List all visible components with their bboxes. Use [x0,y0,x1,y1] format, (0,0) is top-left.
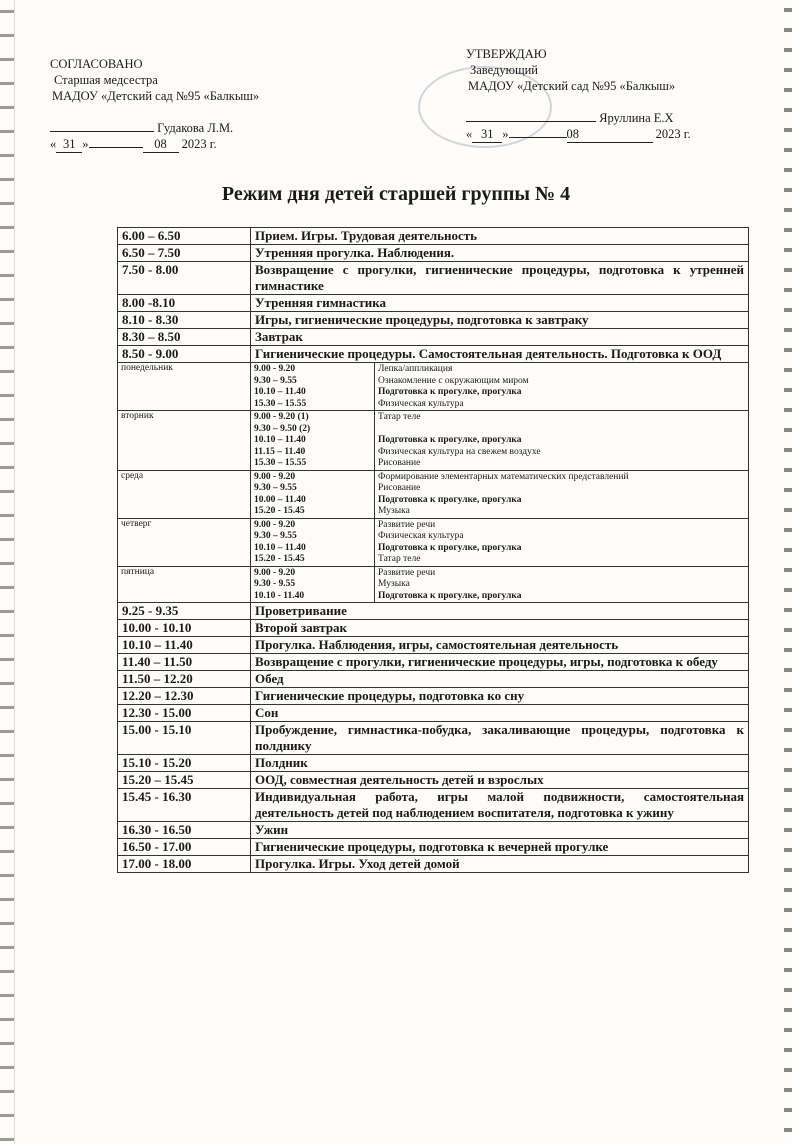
approval-left-name: Гудакова Л.М. [157,121,234,135]
schedule-activity: Возвращение с прогулки, гигиенические процедуры, игры, подготовка к обеду [251,654,749,671]
schedule-row [118,705,749,722]
approval-left-label: СОГЛАСОВАНО [50,57,143,71]
approval-right-position: Заведующий [470,63,538,77]
schedule-activity: Гигиенические процедуры, подготовка ко сну [251,688,749,705]
weekday-activity: Ознакомление с окружающим миром [378,375,529,386]
weekday-name: вторник [118,411,251,471]
schedule-time: 10.10 – 11.40 [118,637,251,654]
signature-line [466,121,596,122]
schedule-activity: Сон [251,705,749,722]
weekday-times [251,518,375,566]
schedule-row [118,295,749,312]
schedule-row [118,772,749,789]
schedule-row [118,671,749,688]
schedule-activity: Завтрак [251,329,749,346]
weekday-time: 15.30 – 15.55 [254,398,307,409]
schedule-time: 16.30 - 16.50 [118,822,251,839]
schedule-time: 8.50 - 9.00 [118,346,251,363]
schedule-activity: Индивидуальная работа, игры малой подвижности, самостоятельная деятельность детей под наблюдением воспитателя, подготовка к ужину [251,789,749,822]
schedule-activity: Игры, гигиенические процедуры, подготовка к завтраку [251,312,749,329]
weekday-times [251,363,375,411]
schedule-row [118,346,749,363]
schedule-time: 8.00 -8.10 [118,295,251,312]
daily-schedule-table [117,227,749,873]
schedule-time: 11.40 – 11.50 [118,654,251,671]
schedule-activity: Второй завтрак [251,620,749,637]
schedule-activity: Утренняя прогулка. Наблюдения. [251,245,749,262]
weekday-time: 11.15 – 11.40 [254,446,306,457]
schedule-row [118,755,749,772]
weekday-activities [375,470,749,518]
approval-left-org: МАДОУ «Детский сад №95 «Балкыш» [52,89,260,103]
schedule-activity: Возвращение с прогулки, гигиенические процедуры, подготовка к утренней гимнастике [251,262,749,295]
weekday-row [118,518,749,566]
weekday-activities [375,363,749,411]
signature-line [50,131,154,132]
weekday-activity: Подготовка к прогулке, прогулка [378,387,522,397]
weekday-activity: Подготовка к прогулке, прогулка [378,494,522,505]
approval-left-month: 08 [143,136,179,153]
weekday-name: пятница [118,566,251,603]
schedule-activity: Утренняя гимнастика [251,295,749,312]
weekday-activity: Музыка [378,579,410,589]
approval-right-org: МАДОУ «Детский сад №95 «Балкыш» [468,79,676,93]
schedule-row [118,688,749,705]
approval-left: СОГЛАСОВАНО Старшая медсестра МАДОУ «Детский сад №95 «Балкыш» Гудакова Л.М. « 31 » 08 2023 г. [50,57,260,151]
schedule-activity: ООД, совместная деятельность детей и взрослых [251,772,749,789]
weekday-time: 9.30 – 9.55 [254,375,297,386]
schedule-time: 10.00 - 10.10 [118,620,251,637]
weekday-time: 9.30 – 9.50 (2) [254,423,311,434]
schedule-activity: Гигиенические процедуры, подготовка к вечерней прогулке [251,839,749,856]
weekday-time: 9.00 - 9.20 (1) [254,412,309,422]
weekday-time: 10.10 – 11.40 [254,435,306,445]
weekday-time: 9.00 - 9.20 [254,471,296,482]
weekday-activity: Физическая культура [378,531,464,541]
schedule-row [118,839,749,856]
weekday-time: 15.30 – 15.55 [254,458,307,468]
schedule-time: 11.50 – 12.20 [118,671,251,688]
schedule-row [118,312,749,329]
schedule-row [118,620,749,637]
schedule-row [118,228,749,245]
weekday-time: 15.20 - 15.45 [254,506,305,516]
weekday-activity: Физическая культура на свежем воздухе [378,446,541,457]
weekday-name: понедельник [118,363,251,411]
weekday-activity: Рисование [378,458,421,468]
approval-left-year: 2023 г. [181,137,217,151]
schedule-row [118,789,749,822]
schedule-time: 12.20 – 12.30 [118,688,251,705]
schedule-activity: Гигиенические процедуры. Самостоятельная деятельность. Подготовка к ООД [251,346,749,363]
weekday-time: 9.00 - 9.20 [254,519,296,530]
weekday-activity: Подготовка к прогулке, прогулка [378,542,522,553]
weekday-name: среда [118,470,251,518]
schedule-time: 9.25 - 9.35 [118,603,251,620]
schedule-activity: Полдник [251,755,749,772]
schedule-row [118,722,749,755]
schedule-row [118,262,749,295]
schedule-row [118,637,749,654]
weekday-times [251,411,375,471]
weekday-activity: Развитие речи [378,567,436,578]
weekday-time: 9.30 - 9.55 [254,579,296,589]
schedule-time: 15.45 - 16.30 [118,789,251,822]
schedule-activity: Прием. Игры. Трудовая деятельность [251,228,749,245]
weekday-activity: Подготовка к прогулке, прогулка [378,435,522,445]
weekday-activity: Татар теле [378,412,421,422]
schedule-time: 15.20 – 15.45 [118,772,251,789]
schedule-activity: Прогулка. Игры. Уход детей домой [251,856,749,873]
schedule-time: 8.10 - 8.30 [118,312,251,329]
approval-right-year: 2023 г. [655,127,691,141]
weekday-time: 9.00 - 9.20 [254,567,296,578]
weekday-activity: Лепка/аппликация [378,364,453,374]
schedule-time: 15.00 - 15.10 [118,722,251,755]
schedule-time: 16.50 - 17.00 [118,839,251,856]
weekday-time: 10.10 - 11.40 [254,590,305,601]
schedule-activity: Пробуждение, гимнастика-побудка, закаливающие процедуры, подготовка к полднику [251,722,749,755]
weekday-activity [378,424,745,436]
schedule-time: 15.10 - 15.20 [118,755,251,772]
binder-holes-right [784,0,792,1144]
schedule-row [118,603,749,620]
approval-left-day: 31 [56,136,82,153]
approval-left-position: Старшая медсестра [54,73,158,87]
schedule-time: 8.30 – 8.50 [118,329,251,346]
schedule-row [118,245,749,262]
schedule-time: 6.00 – 6.50 [118,228,251,245]
weekday-time: 9.30 – 9.55 [254,531,297,541]
schedule-time: 12.30 - 15.00 [118,705,251,722]
weekday-activity: Подготовка к прогулке, прогулка [378,590,522,601]
schedule-row [118,856,749,873]
weekday-activity: Рисование [378,483,421,493]
weekday-time: 10.10 – 11.40 [254,387,306,397]
weekday-row [118,363,749,411]
weekday-name: четверг [118,518,251,566]
schedule-activity: Ужин [251,822,749,839]
schedule-time: 7.50 - 8.00 [118,262,251,295]
schedule-activity: Прогулка. Наблюдения, игры, самостоятельная деятельность [251,637,749,654]
weekday-activity: Формирование элементарных математических представлений [378,471,629,482]
weekday-time: 10.00 – 11.40 [254,494,306,505]
weekday-activity: Развитие речи [378,519,436,530]
weekday-row [118,470,749,518]
schedule-row [118,329,749,346]
weekday-row [118,411,749,471]
approval-right: УТВЕРЖДАЮ Заведующий МАДОУ «Детский сад №95 «Балкыш» Яруллина Е.Х « 31 » 08 2023 г. [466,47,691,141]
schedule-time: 6.50 – 7.50 [118,245,251,262]
weekday-time: 9.30 – 9.55 [254,483,297,493]
schedule-time: 17.00 - 18.00 [118,856,251,873]
weekday-times [251,566,375,603]
schedule-row [118,822,749,839]
weekday-activity: Физическая культура [378,398,464,409]
weekday-row [118,566,749,603]
page-title: Режим дня детей старшей группы № 4 [221,183,571,205]
approval-right-name: Яруллина Е.Х [599,111,674,125]
weekday-activities [375,411,749,471]
weekday-time: 10.10 – 11.40 [254,542,306,553]
weekday-activity: Музыка [378,506,410,516]
weekday-activities [375,518,749,566]
weekday-activity: Татар теле [378,554,421,564]
schedule-activity: Обед [251,671,749,688]
approval-right-month: 08 [567,126,653,143]
weekday-activities [375,566,749,603]
schedule-activity: Проветривание [251,603,749,620]
schedule-row [118,654,749,671]
weekday-time: 9.00 - 9.20 [254,364,296,374]
weekday-times [251,470,375,518]
approval-right-label: УТВЕРЖДАЮ [466,47,547,61]
binder-holes-left [0,0,15,1144]
approval-right-day: 31 [472,126,502,143]
weekday-time: 15.20 - 15.45 [254,554,305,564]
